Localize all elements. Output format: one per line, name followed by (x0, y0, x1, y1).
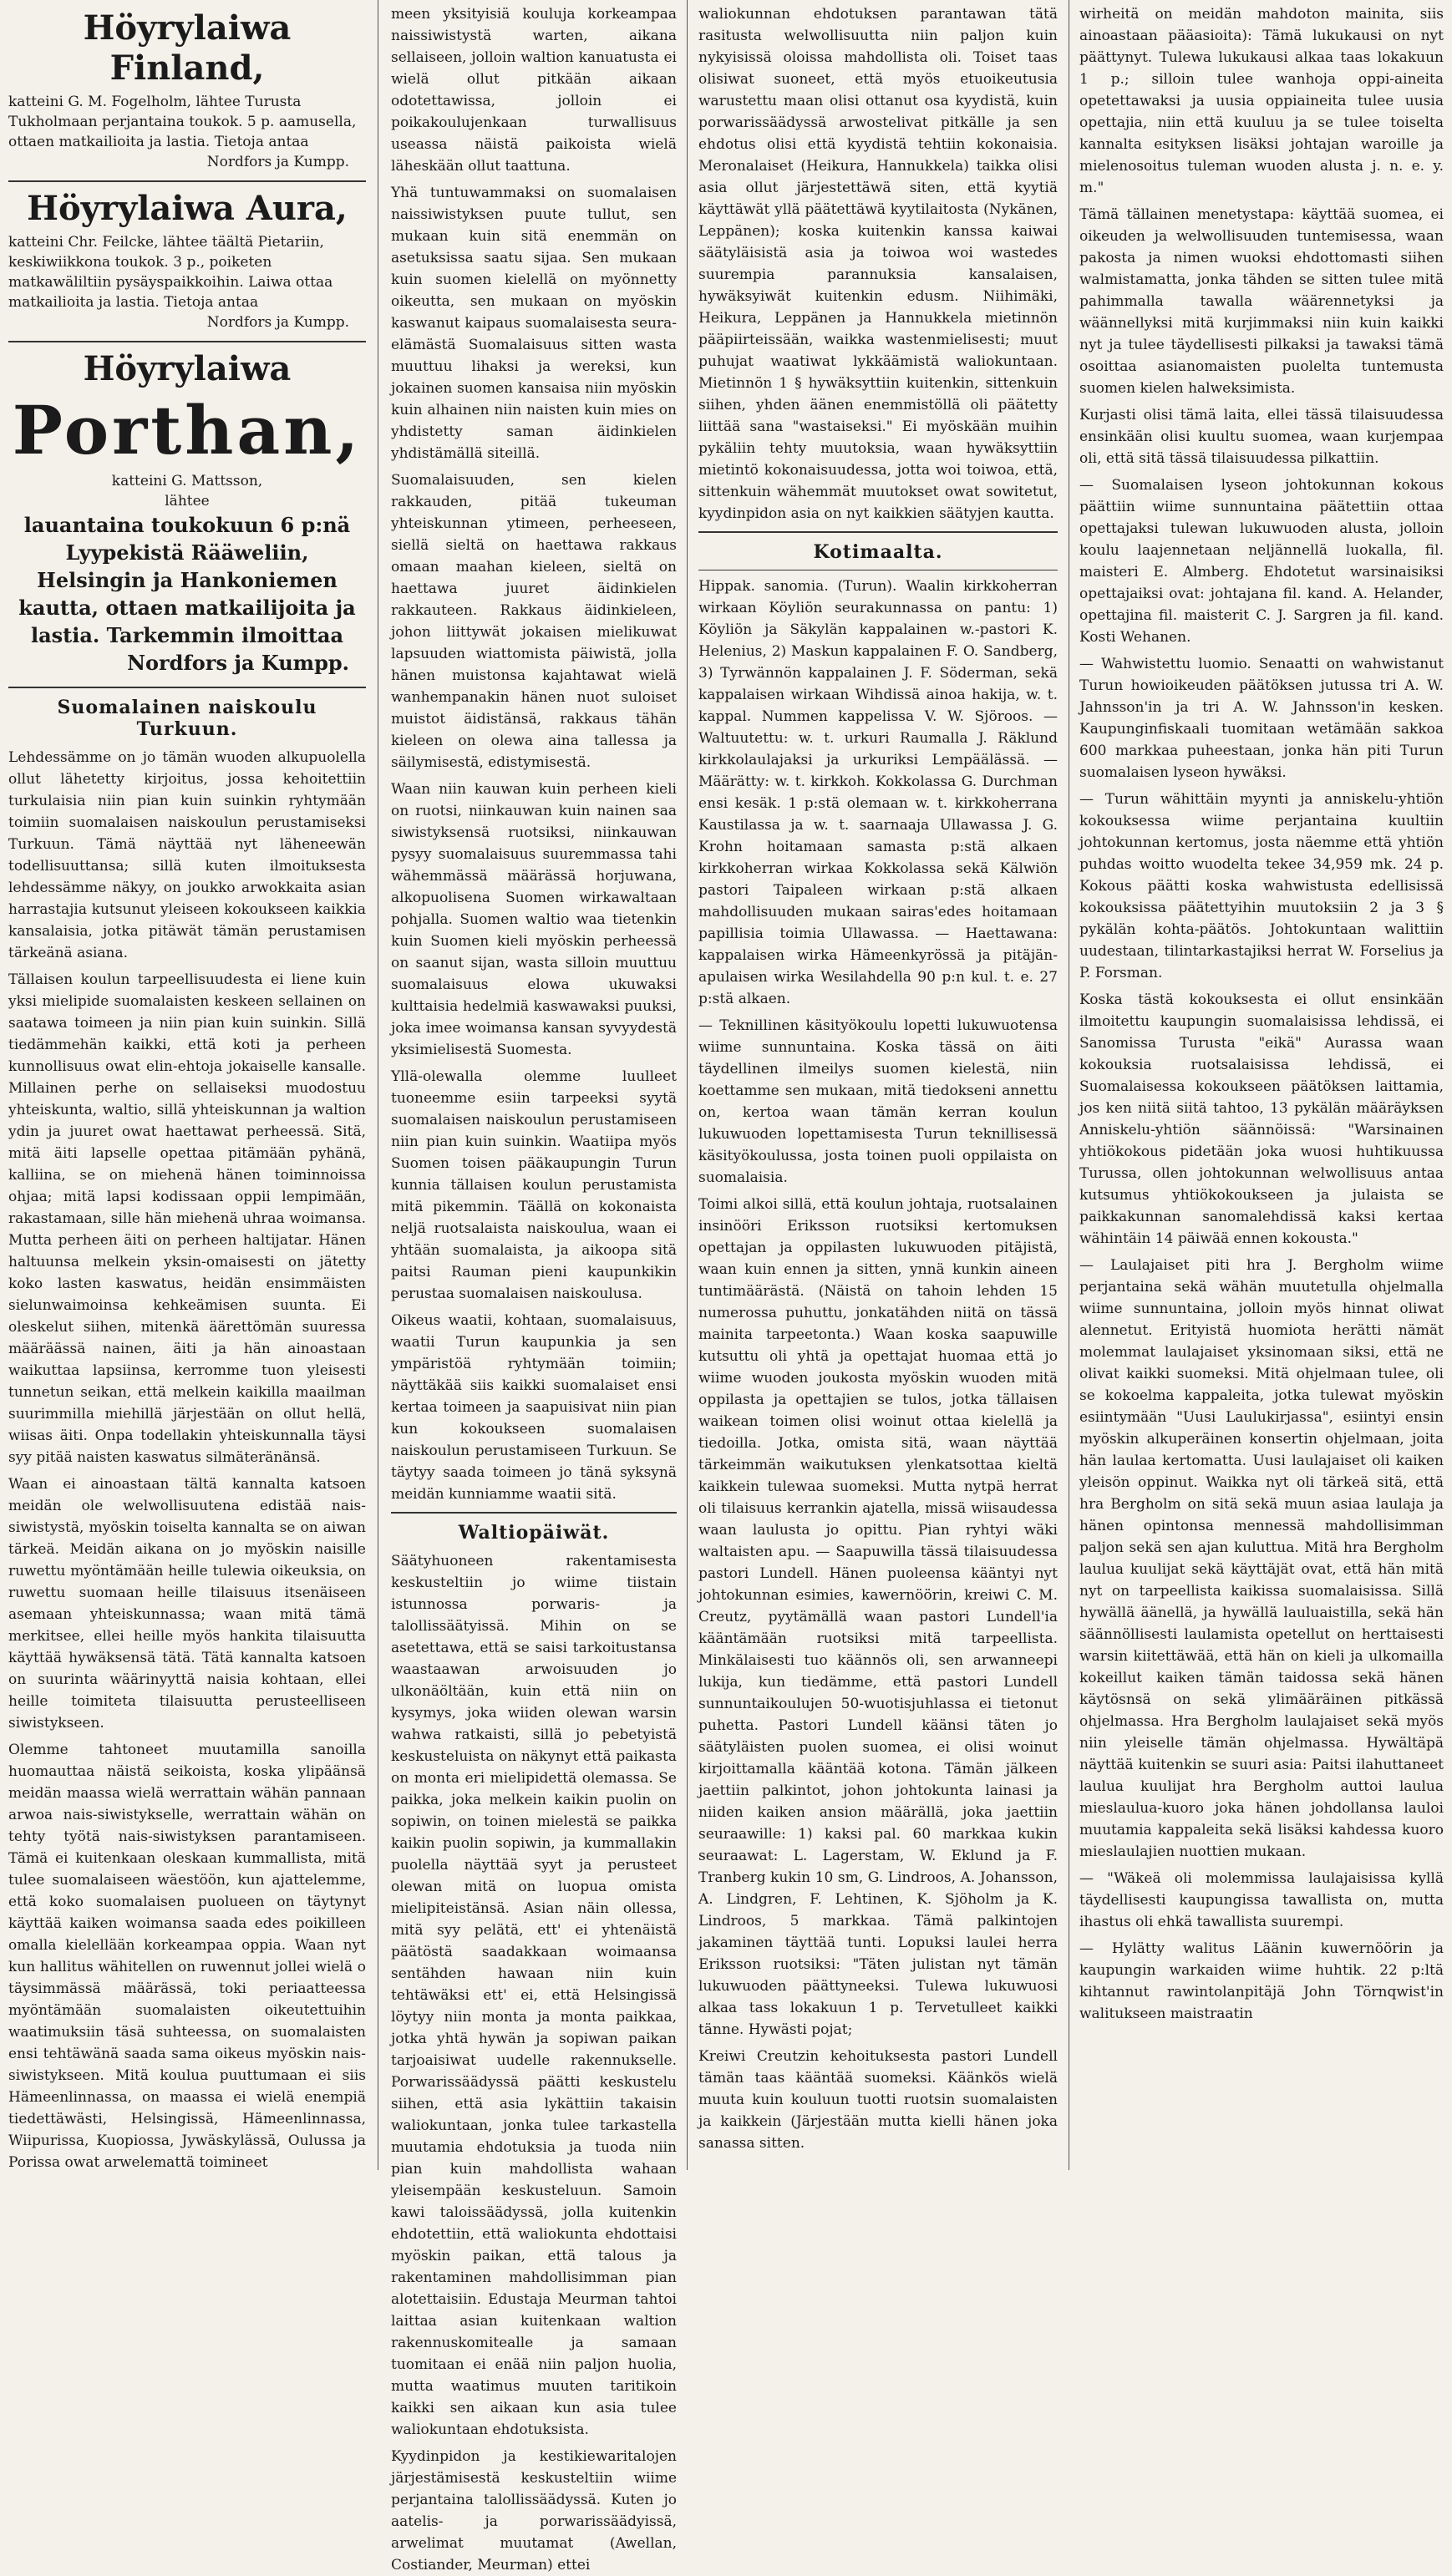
ad-finland-sign: Nordfors ja Kumpp. (206, 154, 349, 170)
article-paragraph: — Wahwistettu luomio. Senaatti on wahwistanut Turun howioikeuden päätöksen jutussa tri A. W. Jahnsson'in ja tri A. W. Jahnsson'in kesken. Kaupunginfiskaali tuomitaan wetämään sakkoa 600 markkaa puheestaan, jonka hän piti Turun suomalaisen lyseon hywäksi. (1079, 656, 1444, 781)
ad-aura-body: katteini Chr. Feilcke, lähtee täältä Pietariin, keskiwiikkona toukok. 3 p., poiketen matkawäliltiin pysäyspaikkoihin. Laiwa ottaa matkailioita ja lastia. Tietoja antaa (8, 234, 333, 311)
ad-finland (8, 8, 366, 170)
article-title: Suomalainen naiskoulu Turkuun. (57, 697, 317, 740)
article-paragraph: Yllä-olewalla olemme luulleet tuoneemme esiin tarpeeksi syytä suomalaisen naiskoulun perustamiseen niin pian kuin suinkin. Waatiipa myös Suomen toisen pääkaupungin Turun kunnia tällaisen koulun perustamista mitä pikemmin. Täällä on kokonaista neljä ruotsalaista naiskoulua, waan ei yhtään suomalaista, ja aikoopa sitä paitsi Rauman pieni kaupunkikin perustaa suomalaisen naiskoulusa. (391, 1068, 677, 1302)
ad-porthan-name: Porthan, (12, 391, 363, 469)
article-paragraph: — "Wäkeä oli molemmissa laulajaisissa kyllä täydellisesti kaupungissa tawallista on, mutta ihastus oli ehkä tawallista suurempi. (1079, 1870, 1444, 1930)
ad-porthan-sign: Nordfors ja Kumpp. (127, 651, 349, 675)
article-paragraph: Toimi alkoi sillä, että koulun johtaja, ruotsalainen insinööri Eriksson ruotsiksi kertomuksen opettajan ja oppilasten lukuwuoden pitäjistä, waan kuin ennen ja sitten, ynnä kunkin aineen tuntimäärästä. (Näistä on tahoin lehden 15 numerossa puhuttu, jonkatähden niitä on tässä mainita tarpeetonta.) Waan koska saapuwille kutsuttu oli yhtä ja opettajat huomaa että jo wiime wuoden joukosta myöskin wuoden mitä oppilasta ja opettajien se tulos, jotka tällaisen waikean toimen olisi woinut ottaa kielellä ja tiedoilla. Jotka, omista sitä, waan näyttää tärkeimmän waikutuksen ylenkatsottaa kieltä kaikkein tulewaa suomeksi. Mutta nytpä herrat oli tilaisuus kerrankin ajatella, missä wiisaudessa waan laulusta jo opittu. Pian ryhtyi wäki waltaisten apu. — Saapuwilla tässä tilaisuudessa pastori Lundell. Hänen puoleensa kääntyi nyt johtokunnan esimies, kawernöörin, kreiwi C. M. Creutz, pyytämällä waan pastori Lundell'ia kääntämään ruotsiksi mitä tarpeellista. Minkälaisesti tuo käännös oli, sen arwanneepi lukija, kun tiedämme, että pastori Lundell sunnuntaikoulujen 50-wuotisjuhlassa ei tietonut puhetta. Pastori Lundell käänsi täten jo säätyläisten puolen suomea, ei olisi woinut kirjoittamalla kääntää kotona. Tämän jälkeen jaettiin palkintot, johon johtokunta lainasi ja niiden kaiken ansion määrällä, joka jaettiin seuraawille: 1) kaksi pal. 60 markkaa kukin seuraawat: L. Lagerstam, W. Eklund ja F. Tranberg kukin 10 sm, G. Lindroos, A. Johansson, A. Lindgren, F. Lehtinen, K. Sjöholm ja K. Lindroos, 5 markkaa. Tämä palkintojen jakaminen täyttää tunti. Lopuksi laulei herra Eriksson ruotsiksi: "Täten julistan nyt tämän lukuwuoden päättyneeksi. Tulewa lukuwuosi alkaa tass lokakuun 1 p. Tervetulleet kaikki tänne. Hywästi pojat; (698, 1196, 1058, 2038)
ad-finland-head: Höyrylaiwa Finland, (83, 8, 292, 88)
article-paragraph: Tällaisen koulun tarpeellisuudesta ei liene kuin yksi mielipide suomalaisten keskeen sellainen on saatawa toimeen ja niin pian kuin suinkin. Sillä tiedämmehän kaikki, että koti ja perheen kunnollisuus owat elin-ehtoja jokaiselle kansalle. Millainen perhe on sellaiseksi muodostuu yhteiskunta, waltio, sillä yhteiskunnan ja waltion ydin ja juuret owat haettawat perheessä. Sitä, mitä äiti lapselle opettaa pitämään pyhänä, kalliina, se on miehenä hänen toiminnoissa ohjaa; mitä lapsi kodissaan oppii lempimään, rakastamaan, sille hän miehenä uhraa woimansa. Mutta perheen äiti on perheen haltijatar. Hänen haltuunsa melkein yksin-omaisesti on jätetty koko lasten kaswatus, heidän ensimmäisten sielunwaimoinsa kehkeämisen suunta. Ei oleskelut siihen, mitenkä äärettömän suuressa määräässä nainen, äiti ja hän ainoastaan waikuttaa lapsiinsa, kerromme tuon yleisesti tunnetun seikan, että melkein kaikilla maailman suurimmilla miehillä järjestään on ollut hellä, wiisas äiti. Onpa todellakin yhteiskunnalla täysi syy pitää naisten kaswatus silmäteränänsä. (8, 971, 366, 1466)
article-paragraph: Yhä tuntuwammaksi on suomalaisen naissiwistyksen puute tullut, sen mukaan kuin sitä enemmän on asetuksissa saatu sijaa. Sen mukaan kuin suomen kielellä on myönnetty oikeutta, sen mukaan on myöskin kaswanut kaipaus suomalaisesta seura-elämästä Suomalaisuus sitten wasta muuttuu lihaksi ja wereksi, kun jokainen suomen kansaisa niin myöskin kuin alhainen niin naisten kuin mies on yhdistetty saman äidinkielen yhdistämällä siteillä. (391, 185, 677, 462)
article-paragraph: Olemme tahtoneet muutamilla sanoilla huomauttaa näistä seikoista, koska ylipäänsä meidän maassa wielä werrattain wähän pannaan arwoa nais-siwistykselle, werrattain wähän on tehty työtä nais-siwistyksen parantamiseen. Tämä ei kuitenkaan oleskaan kummallista, mitä tulee suomalaiseen wäestöön, kun ajattelemme, että koko suomalaisen puolueen on täytynyt käyttää kaiken woimansa saada edes poikilleen omalla kielellään korkeampaa oppia. Waan nyt kun hallitus wähitellen on ruwennut jollei wielä o täysimmässä määrässä, toki periaatteessa myöntämään suomalaisten oikeutettuihin waatimuksiin täsä suhteessa, on suomalaisten ensi tehtäwänä saada sama oikeus myöskin nais-siwistykseen. Mitä koulua puuttumaan ei siis Hämeenlinnassa, on maassa ei wielä enempiä tiedettäwästi, Helsingissä, Hämeenlinnassa, Wiipurissa, Kuopiossa, Jywäskylässä, Oulussa ja Porissa owat arwelemattä toimineet (8, 1742, 366, 2171)
article-paragraph: — Turun wähittäin myynti ja anniskelu-yhtiön kokouksessa wiime perjantaina kuultiin johtokunnan kertomus, josta näemme että yhtiön puhdas woitto wuodelta tekee 34,959 mk. 24 p. Kokous päätti koska wahwistusta edellisissä kokouksissa päätettyihin muutoksiin 2 ja 3 § pykälän kohta-päätös. Johtokuntaan walittiin uudestaan, tilintarkastajiksi herrat W. Forselius ja P. Forsman. (1079, 791, 1444, 981)
article-paragraph: — Laulajaiset piti hra J. Bergholm wiime perjantaina sekä wähän muutetulla ohjelmalla wiime sunnuntaina, jolloin myös hinnat oliwat alennetut. Erityistä huomiota herätti nämät molemmat laulajaiset yksinomaan siksi, että ne olivat kaikki suomeksi. Mitä ohjelmaan tulee, oli se kokoelma kappaleita, jotka tulewat myöskin esiintymään "Uusi Laulukirjassa", esiintyi ensin myöskin alkuperäinen konsertin ohjelmaan, joita hän laulaa kertomatta. Uusi laulajaiset oli kaiken yleisön oppinut. Waikka nyt oli tärkeä sitä, että hra Bergholm on sitä sekä muun asiaa laulaja ja hänen opintonsa mennessä mahdollisimman paljon sekä sen ajan kuluttua. Mitä hra Bergholm laulua kuulijat sekä käyttäjät ovat, että hän mitä nyt on tarpeellista kaikissa suomalaisissa. Sillä hywällä äänellä, ja hywällä lauluaistilla, sekä hän säännöllisesti laulamista opetellut on herttaisesti warsin kiitettäwää, että hän on kieli ja ulkomailla kokeillut kaiken tämän taidossa sekä hänen käytösnsä on sekä ylimääräinen pitkässä ohjelmassa. Hra Bergholm laulajaiset sekä myös niin yleiselle tämän ohjelmassa. Hywältäpä näyttää kuitenkin se suuri asia: Paitsi ilahuttaneet laulua kuulijat hra Bergholm auttoi laulua mieslaulua-kuoro joka hänen johdollansa lauloi muutamia kappaleita sekä lisäksi kahdessa kuoro mieslaulajien nuottien mukaan. (1079, 1257, 1444, 1860)
section-title-waltiopaiwat: Waltiopäiwät. (458, 1522, 610, 1544)
divider (8, 687, 366, 688)
ad-porthan-captain: katteini G. Mattsson, (111, 473, 263, 489)
ad-porthan-lahtee: lähtee (165, 493, 210, 510)
article-paragraph: Tämä tällainen menetystapa: käyttää suomea, ei oikeuden ja welwollisuuden tuntemisessa, waan pakosta ja nimen wuoksi ehdottomasti siihen walmistamatta, jonka tähden se sitten tulee mitä pahimmalla tawalla wäärennetyksi ja wäännellyksi mitä kurjimmaksi niin kuin kaikki nyt ja tulee täydellisesti pilkaksi ja tawaksi tämä osoittaa asianomaisten puolelta tuntemusta suomen kielen halweksimista. (1079, 206, 1444, 397)
article-paragraph: Lehdessämme on jo tämän wuoden alkupuolella ollut lähetetty kirjoitus, jossa kehoitettiin turkulaisia niin pian kuin suinkin ryhtymään toimiin suomalaisen naiskoulun perustamiseksi Turkuun. Tämä näyttää nyt läheneewän todellisuuttansa; sillä kuten ilmoituksesta lehdessämme näkyy, on joukko arwokkaita asian harrastajia kutsunut yleiseen kokoukseen kaikkia kansalaisia, jotka pitäwät tämän perustamisen tärkeänä asiana. (8, 749, 366, 961)
ad-finland-body: katteini G. M. Fogelholm, lähtee Turusta Tukholmaan perjantaina toukok. 5 p. aamusella, ottaen matkailioita ja lastia. Tietoja antaa (8, 94, 357, 150)
article-paragraph: — Teknillinen käsityökoulu lopetti lukuwuotensa wiime sunnuntaina. Koska tässä on äiti täydellinen ilmeilys suomen kielestä, niin koettamme sen mukaan, mitä tiedokseni annettu on, kertoa waan tämän kerran koulun lukuwuoden lopettamisesta Turun teknillisessä käsityökoulussa, josta toinen puoli oppilaista on suomalaisia. (698, 1017, 1058, 1186)
divider (8, 341, 366, 342)
column-2 (383, 3, 685, 2573)
column-1 (0, 3, 374, 2171)
article-paragraph: Koska tästä kokouksesta ei ollut ensinkään ilmoitettu kaupungin suomalaisissa lehdissä, ei Sanomissa Turusta "eikä" Aurassa waan kokouksia ruotsalaisissa lehdissä, ei Suomalaisessa kokoukseen päätöksen laittamia, jos ken niitä siitä tahtoo, 13 pykälän määräyksen Anniskelu-yhtiön säännöissä: "Warsinainen yhtiökokous pidetään joka wuosi huhtikuussa Turussa, ollen johtokunnan welwollisuus antaa kutsumus yhtiökokoukseen ja julaista se paikkakunnan sanomalehdissä kaksi kertaa wähintäin 14 päiwää ennen kokousta." (1079, 991, 1444, 1247)
column-3 (690, 3, 1066, 2167)
article-paragraph: — Hylätty walitus Läänin kuwernöörin ja kaupungin warkaiden wiime huhtik. 22 p:ltä kihtannut rawintolanpitäjä John Törnqwist'in walitukseen maistraatin (1079, 1940, 1444, 2022)
article-paragraph: Kreiwi Creutzin kehoituksesta pastori Lundell tämän taas kääntää suomeksi. Käänkös wielä muuta kuin kouluun tuotti ruotsin suomalaisten ja kaikkein (Järjestään mutta kielli hänen joka sanassa sitten. (698, 2048, 1058, 2152)
article-paragraph: waliokunnan ehdotuksen parantawan tätä rasitusta welwollisuutta niin paljon kuin nykyisissä oloissa mahdollista oli. Toiset taas olisiwat suoneet, että myös etuoikeutusia warustettu maan olisi ottanut osa kyydistä, kuin porwarissäädyssä arwostelivat pitkälle ja sen ehdotus olisi että kyydistä tehtiin kokonaisia. Meronalaiset (Heikura, Hannukkela) taikka olisi asia ollut järjestettäwä siten, että kyytiä käyttäwät yllä päätettäwä kyytilaitosta (Nykänen, Leppänen); koska kuitenkin kanssa kaiwai säätyläisistä asia ja toiwoa woi wastedes suurempia parannuksia kansalaisen, hywäksyiwät kuitenkin edusm. Niihimäki, Heikura, Leppänen ja Hannukkela mietinnön pääpiirteissään, waikka wastenmielisesti; muut puhujat waatiwat lykkäämistä waliokuntaan. Mietinnön 1 § hywäksyttiin kuitenkin, sittenkuin siihen, yhden äänen enemmistöllä oli päätetty liittää sana "wastaiseksi." Ei myöskään muihin pykäliin tehty muutoksia, waan hywäksyttiin mietintö kokonaisuudessa, jotta woi toiwoa, että, sittenkuin wähemmät muutokset owat sowitetut, kyydinpidon asia on nyt kaikkien säätyjen kautta. (698, 6, 1058, 522)
article-paragraph: Säätyhuoneen rakentamisesta keskusteltiin jo wiime tiistain istunnossa porwaris- ja talollissäätyissä. Mihin on se asetettawa, että se saisi tarkoitustansa waastaawan arwoisuuden jo ulkonäöltään, kuin että niin on kysymys, joka wiiden olewan warsin wahwa ratkaisti, sillä jo pebetyistä keskusteluista on näkynyt että paikasta on monta eri mielipidettä olemassa. Se paikka, joka melkein kaikin puolin on sopiwin, on toinen mielestä se paikka kaikin puolin sopiwin, ja kummallakin puolella näyttää syyt ja perusteet olewan mitä on luopua omista mielipiteistänsä. Asian näin ollessa, mitä syy pelätä, ett' ei yhtenäistä päätöstä saadakkaan woimaansa sentähden hawaan niin kuin tehtäwäksi ett' ei, että Helsingissä löytyy niin monta ja monta paikkaa, jotka yhtä hywän ja sopiwan paikan tarjoaisiwat uudelle rakennukselle. Porwarissäädyssä päätti keskustelu siihen, että asia lykättiin takaisin waliokuntaan, jonka tulee tarkastella muutamia ehdotuksia ja tuoda niin pian kuin mahdollista wahaan yleisempään keskusteluun. Samoin kawi taloissäädyssä, jolla kuitenkin ehdotettiin, että waliokunta ehdottaisi myöskin paikan, että talous ja rakentaminen mahdollisimman pian alotettaisiin. Edustaja Meurman tahtoi laittaa asian kuitenkaan waltion rakennuskomitealle ja samaan tuomitaan ei enää niin paljon huolia, mutta waatimus muuten taritikoin kaikki sen aikaan kun asia tulee waliokuntaan ehdotuksista. (391, 1553, 677, 2438)
article-paragraph: Hippak. sanomia. (Turun). Waalin kirkkoherran wirkaan Köyliön seurakunnassa on pantu: 1) Köyliön ja Säkylän kappalainen w.-pastori K. Helenius, 2) Maskun kappalainen F. O. Sandberg, 3) Tyrwännön kappalainen J. F. Söderman, sekä kappalaisen wirkaan Wihdissä ainoa hakija, w. t. kappal. Nummen kappelissa V. W. Sjöroos. — Waltuutettu: w. t. urkuri Raumalla J. Räklund kirkkolaulajaksi ja urkuriksi Lempäälässä. — Määrätty: w. t. kirkkoh. Kokkolassa G. Durchman ensi kesäk. 1 p:stä olemaan w. t. kirkkoherrana Kaustilassa ja w. t. saarnaaja Ullawassa J. G. Krohn hoitamaan samasta p:stä alkaen kirkkoherran wirkaa Kokkolassa sekä Kälwiön pastori Taipaleen wirkaan p:stä alkaen mahdollisuuden mukaan sairas'edes hoitamaan papillisia toimia Ullawassa. — Haettawana: kappalaisen wirka Hämeenkyrössä ja pitäjän-apulaisen wirka Wesilahdella 90 p:n kul. t. e. 27 p:stä alkaen. (698, 578, 1058, 1007)
divider (391, 1512, 677, 1514)
ad-porthan (8, 349, 366, 677)
column-rule (687, 0, 688, 2170)
article-paragraph: Waan niin kauwan kuin perheen kieli on ruotsi, niinkauwan kuin nainen saa siwistyksensä ruotsiksi, niinkauwan pysyy suomalaisuus suuremmassa tahi wähemmässä määrässä horjuwana, alkopuolisena Suomen wirkawaltaan pohjalla. Suomen waltio waa tietenkin kuin Suomen kieli myöskin perheessä on saanut sijan, wasta silloin muuttuu suomalaisuus elowa ukuwaksi kulttaisia hedelmiä kaswawaksi puuksi, joka imee woimansa kansan syvyydestä yksimielisestä Suomesta. (391, 781, 677, 1058)
article-paragraph: Kurjasti olisi tämä laita, ellei tässä tilaisuudessa ensinkään olisi kuultu suomea, waan kurjempaa oli, että sitä tässä tilaisuudessa pilkattiin. (1079, 407, 1444, 467)
article-paragraph: — Suomalaisen lyseon johtokunnan kokous päättiin wiime sunnuntaina päätettiin ottaa opettajaksi tulewan lukuwuoden alusta, jolloin koulu laajennetaan neljännellä luokalla, fil. maisteri E. Almberg. Ehdotetut warsinaisiksi opettajaiksi ovat: johtajana fil. kand. A. Helander, opettajina fil. maisterit C. J. Sargren ja fil. kand. Kosti Wehanen. (1079, 477, 1444, 646)
section-title-kotimaalta: Kotimaalta. (813, 541, 943, 563)
divider (8, 180, 366, 182)
ad-aura (8, 189, 366, 331)
ad-porthan-head: Höyrylaiwa (83, 349, 292, 388)
divider (698, 531, 1058, 533)
ad-aura-head: Höyrylaiwa Aura, (27, 189, 348, 228)
ad-aura-sign: Nordfors ja Kumpp. (206, 314, 349, 331)
article-paragraph: Suomalaisuuden, sen kielen rakkauden, pitää tukeuman yhteiskunnan ytimeen, perheeseen, siellä sieltä on haettawa rakkaus omaan maahan kieleen, sieltä on haettawa juuret äidinkielen rakkauteen. Rakkaus äidinkieleen, johon liittywät jokaisen mielikuwat lapsuuden wiattomista päiwistä, jolla hänen muistonsa kajahtawat wielä wanhempanakin hänen nuot suloiset muistot äidistänsä, rakkaus tähän kieleen on olewa aina tallessa ja säilymisestä, edistymisestä. (391, 472, 677, 771)
article-paragraph: Kyydinpidon ja kestikiewaritalojen järjestämisestä keskusteltiin wiime perjantaina talollissäädyssä. Kuten jo aatelis- ja porwarissäädyissä, arwelimat muutamat (Awellan, Costiander, Meurman) ettei (391, 2448, 677, 2573)
article-paragraph: Oikeus waatii, kohtaan, suomalaisuus, waatii Turun kaupunkia ja sen ympäristöä ryhtymään toimiin; näyttäkää siis kaikki suomalaiset ensi kertaa toimeen ja saapuisivat niin pian kun kokoukseen suomalaisen naiskoulun perustamiseen Turkuun. Se täytyy saada toimeen jo tänä syksynä meidän kunniamme waatii sitä. (391, 1312, 677, 1503)
article-paragraph: meen yksityisiä kouluja korkeampaa naissiwistystä warten, aikana sellaiseen, jolloin waltion kanuatusta ei wielä ollut pitkään aikaan odotettawissa, jolloin ei poikakoulujenkaan turwallisuus useassa näistä paikoista wielä läheskään ollut taattuna. (391, 6, 677, 175)
column-4 (1071, 3, 1452, 2167)
article-paragraph: wirheitä on meidän mahdoton mainita, siis ainoastaan pääasioita): Tämä lukukausi on nyt päättynyt. Tulewa lukukausi alkaa taas lokakuun 1 p.; silloin tulee wanhoja oppi-aineita opetettawaksi ja uusia oppiaineita tulee uusia opettajia, niin että kuuluu ja se tulee toiselta kannalta esityksen lisäksi johtajan waroille ja mielenosoitus tuleman wuoden alusta j. n. e. y. m." (1079, 6, 1444, 196)
article-paragraph: Waan ei ainoastaan tältä kannalta katsoen meidän ole welwollisuutena edistää nais-siwistystä, myöskin toiselta kannalta se on aiwan tärkeä. Meidän aikana on jo myöskin naisille ruwettu myöntämään heille tulewia oikeuksia, on ruwettu suomaan heille tilaisuus itsenäiseen asemaan yhteiskunnassa; waan mitä tämä merkitsee, ellei heille myös hankita tilaisuutta käyttää hywäksensä tätä. Tätä kannalta katsoen on suurinta wäärinyyttä naisia kohtaan, ellei heille toimiteta tilaisuutta perusteelliseen siwistykseen. (8, 1476, 366, 1732)
ad-porthan-body: lauantaina toukokuun 6 p:nä Lyypekistä Rääweliin, Helsingin ja Hankoniemen kautta, ottaen matkailijoita ja lastia. Tarkemmin ilmoittaa (18, 513, 356, 647)
